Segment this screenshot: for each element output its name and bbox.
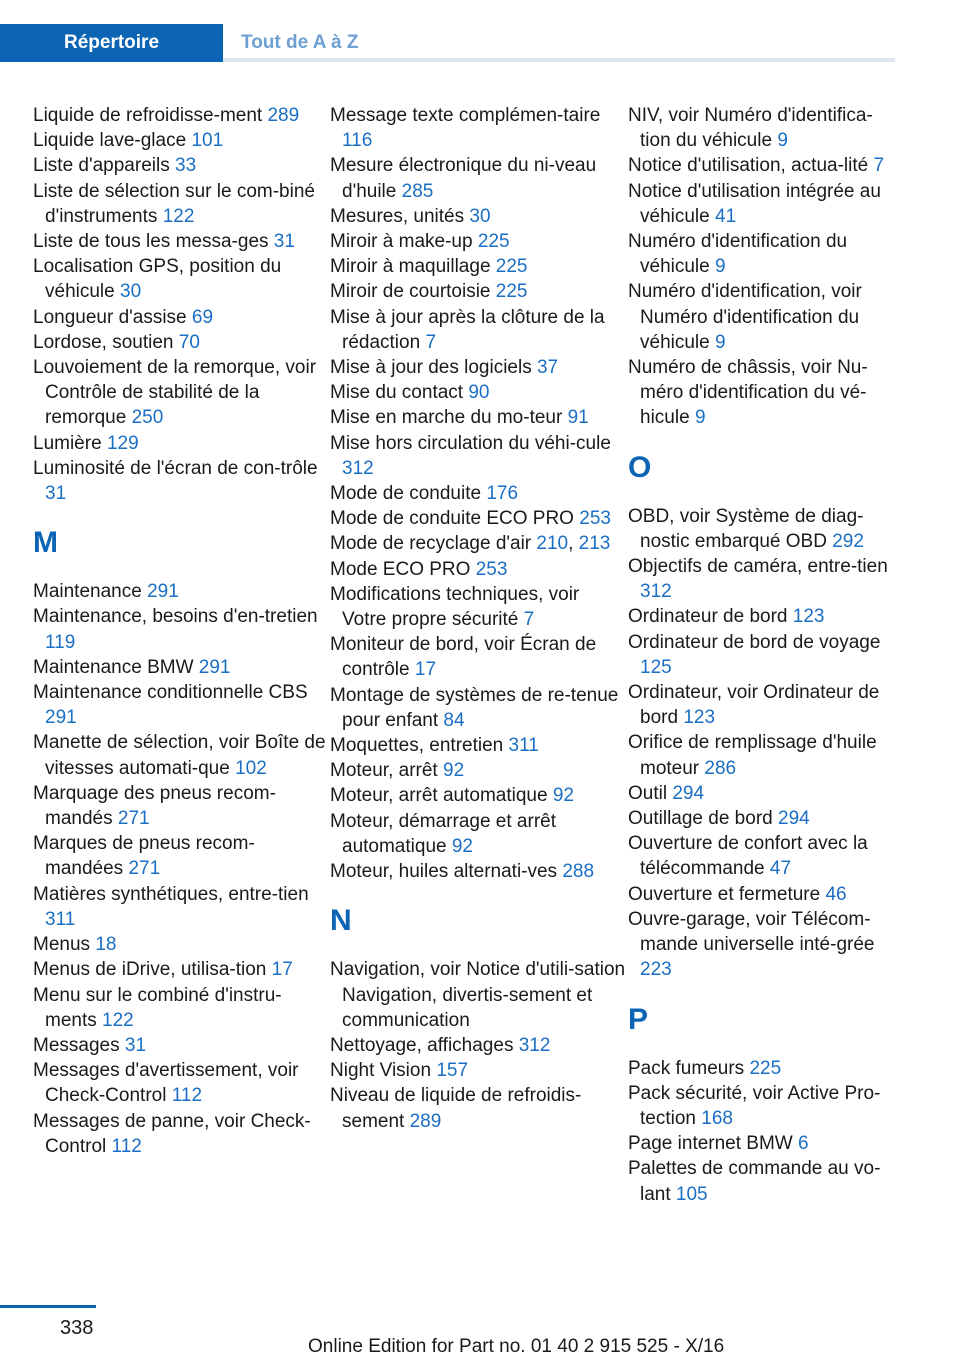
page-link[interactable]: 311 xyxy=(45,908,76,930)
page-link[interactable]: 70 xyxy=(178,331,200,353)
index-entry xyxy=(330,859,628,884)
index-entry-term: Orifice de remplissage d'huile moteur xyxy=(628,732,877,779)
index-entry xyxy=(33,431,330,456)
edition-note: Online Edition for Part no. 01 40 2 915 525 - X/16 xyxy=(308,1336,725,1357)
index-entry xyxy=(628,103,901,153)
index-entry-term: Manette de sélection, voir Boîte de vitesses automati-que xyxy=(33,732,326,779)
page-link[interactable]: 271 xyxy=(117,808,150,830)
section-letter: P xyxy=(628,1002,649,1036)
page-link[interactable]: 288 xyxy=(562,861,595,883)
page-link[interactable]: 312 xyxy=(342,457,374,479)
index-entry xyxy=(628,1081,901,1131)
index-entry-term: Mesure électronique du ni-veau d'huile xyxy=(330,155,597,202)
index-entry-term: Louvoiement de la remorque, voir Contrôle de stabilité de la remorque xyxy=(33,357,317,429)
index-entry xyxy=(33,254,330,304)
page-link[interactable]: 292 xyxy=(832,530,864,552)
tab-tout-de-a-a-z[interactable]: Tout de A à Z xyxy=(241,32,359,53)
index-entry xyxy=(330,582,628,632)
index-entry xyxy=(628,1156,901,1206)
index-entry xyxy=(33,153,330,178)
index-entry xyxy=(33,330,330,355)
index-entry-term: Numéro de châssis, voir Nu-méro d'identification du vé-hicule xyxy=(628,357,868,429)
index-entry-term: Menu sur le combiné d'instru-ments xyxy=(33,984,282,1031)
index-entry-term: Maintenance BMW xyxy=(33,656,194,678)
index-entry-term: Miroir de courtoisie xyxy=(330,281,491,303)
index-entry xyxy=(628,504,901,554)
index-entry-term: Liquide lave-glace xyxy=(33,130,187,152)
page-link[interactable]: 294 xyxy=(778,808,810,830)
index-entry xyxy=(330,1083,628,1133)
page-link[interactable]: 112 xyxy=(111,1135,142,1157)
page-link[interactable]: 157 xyxy=(436,1060,469,1082)
index-entry-term: Liquide de refroidisse-ment xyxy=(33,105,263,126)
page-link[interactable]: 9 xyxy=(715,331,726,353)
page-link[interactable]: 225 xyxy=(495,256,528,278)
index-entry xyxy=(330,355,628,380)
page-link[interactable]: 90 xyxy=(468,382,490,404)
index-entry xyxy=(33,355,330,431)
index-entry-term: Maintenance, besoins d'en-tretien xyxy=(33,606,318,628)
index-column-1 xyxy=(33,103,330,1207)
page-link[interactable]: 291 xyxy=(45,707,77,729)
index-entry xyxy=(330,279,628,304)
page-link[interactable]: 92 xyxy=(451,835,473,857)
page-link[interactable]: 31 xyxy=(273,231,295,253)
index-entry-term: Moteur, arrêt xyxy=(330,760,438,782)
index-entry xyxy=(330,783,628,808)
index-entry xyxy=(330,557,628,582)
index-entry xyxy=(33,957,330,982)
index-entry xyxy=(33,655,330,680)
page-link[interactable]: 84 xyxy=(443,709,465,731)
page-link[interactable]: 125 xyxy=(640,656,672,678)
page-link[interactable]: 101 xyxy=(191,130,224,152)
index-entry-term: Ordinateur de bord de voyage xyxy=(628,631,881,653)
index-entry-term: Palettes de commande au vo-lant xyxy=(628,1158,881,1205)
index-entry-term: Mise du contact xyxy=(330,382,464,404)
page-link[interactable]: 312 xyxy=(518,1034,551,1056)
index-entry-term: Longueur d'assise xyxy=(33,306,187,328)
index-entry-term: Niveau de liquide de refroidis-sement xyxy=(330,1085,582,1132)
page-link[interactable]: 30 xyxy=(469,205,491,227)
page-link[interactable]: 92 xyxy=(443,760,465,782)
page-link[interactable]: 168 xyxy=(701,1107,733,1129)
index-entry-term: Mise à jour des logiciels xyxy=(330,357,532,379)
page-link[interactable]: 31 xyxy=(45,483,67,505)
index-entry xyxy=(628,229,901,279)
footer-rule xyxy=(0,1305,96,1308)
index-entry xyxy=(33,983,330,1033)
index-entry-term: Menus xyxy=(33,934,91,956)
section-letter: O xyxy=(628,450,652,484)
page-link[interactable]: 30 xyxy=(120,281,142,303)
index-column-3 xyxy=(628,103,901,1207)
index-entry xyxy=(33,604,330,654)
index-entry-term: Modifications techniques, voir Votre propre sécurité xyxy=(330,583,580,631)
index-entry xyxy=(330,506,628,531)
section-letter: M xyxy=(33,526,58,560)
page-link[interactable]: 210 xyxy=(536,533,569,555)
index-entry xyxy=(330,957,628,1033)
index-entry xyxy=(628,1131,901,1156)
index-entry xyxy=(330,733,628,758)
page-link[interactable]: 123 xyxy=(683,707,716,729)
page-link[interactable]: 123 xyxy=(792,606,825,628)
index-entry xyxy=(33,128,330,153)
index-entry xyxy=(330,305,628,355)
index-entry xyxy=(330,758,628,783)
index-entry-term: Menus de iDrive, utilisa-tion xyxy=(33,959,267,981)
index-entry xyxy=(33,1109,330,1159)
page-link[interactable]: 92 xyxy=(552,785,574,807)
page-link[interactable]: 112 xyxy=(171,1085,203,1107)
index-entry xyxy=(628,355,901,431)
index-entry-term: Maintenance xyxy=(33,581,142,603)
page-link[interactable]: 9 xyxy=(715,256,726,278)
index-entry xyxy=(33,781,330,831)
index-entry xyxy=(33,1058,330,1108)
index-columns xyxy=(33,103,901,1207)
index-entry-term: Matières synthétiques, entre-tien xyxy=(33,883,309,905)
index-entry-term: Messages xyxy=(33,1034,120,1056)
page-link[interactable]: 17 xyxy=(271,959,293,981)
index-entry xyxy=(33,305,330,330)
page-link[interactable]: 312 xyxy=(640,581,672,603)
index-entry-term: NIV, voir Numéro d'identifica-tion du véhicule xyxy=(628,105,873,152)
index-entry xyxy=(33,882,330,932)
index-entry xyxy=(330,405,628,430)
page-link[interactable]: 6 xyxy=(798,1133,809,1155)
index-entry-term: Messages d'avertissement, voir Check-Control xyxy=(33,1060,299,1107)
index-entry xyxy=(330,229,628,254)
index-entry-term: Mode de conduite xyxy=(330,483,482,505)
index-entry xyxy=(330,103,628,153)
index-entry-term: Moteur, arrêt automatique xyxy=(330,785,548,807)
page-link[interactable]: 105 xyxy=(675,1183,708,1205)
page-link[interactable]: 7 xyxy=(425,331,437,353)
index-entry xyxy=(628,279,901,355)
index-entry xyxy=(33,932,330,957)
index-entry-term: Liste de tous les messa-ges xyxy=(33,231,269,253)
index-entry xyxy=(33,1033,330,1058)
index-entry xyxy=(330,1033,628,1058)
page-link[interactable]: 291 xyxy=(147,581,179,603)
index-entry-term: Lordose, soutien xyxy=(33,331,174,353)
index-entry xyxy=(628,907,901,983)
index-entry xyxy=(628,554,901,604)
page-link[interactable]: 223 xyxy=(640,959,672,981)
index-entry xyxy=(33,680,330,730)
index-entry xyxy=(330,809,628,859)
page-link[interactable]: 119 xyxy=(45,631,76,653)
page-link[interactable]: 253 xyxy=(475,558,508,580)
index-entry-term: Objectifs de caméra, entre-tien xyxy=(628,556,888,578)
index-entry-term: Notice d'utilisation, actua-lité xyxy=(628,155,869,177)
page-link[interactable]: 33 xyxy=(175,155,197,177)
index-entry-term: Numéro d'identification, voir Numéro d'identification du véhicule xyxy=(628,281,862,353)
index-entry-term: Mise hors circulation du véhi-cule xyxy=(330,432,611,454)
page-link[interactable]: 7 xyxy=(873,155,885,177)
page-link[interactable]: 7 xyxy=(523,609,535,631)
index-entry-term: Message texte complémen-taire xyxy=(330,105,601,126)
index-entry xyxy=(33,229,330,254)
index-entry-term: Ouvre-garage, voir Télécom-mande universelle inté-grée xyxy=(628,908,875,956)
index-entry-term: Luminosité de l'écran de con-trôle xyxy=(33,457,318,479)
page-link[interactable]: 253 xyxy=(579,508,611,530)
index-column-2 xyxy=(330,103,628,1207)
index-entry xyxy=(628,730,901,780)
index-entry-term: Marquage des pneus recom-mandés xyxy=(33,782,276,830)
page-link[interactable]: 102 xyxy=(235,757,267,779)
index-entry xyxy=(628,179,901,229)
index-entry xyxy=(330,481,628,506)
page-link[interactable]: 291 xyxy=(198,656,231,678)
page-link[interactable]: 225 xyxy=(477,231,510,253)
index-entry xyxy=(330,380,628,405)
section-letter: N xyxy=(330,904,352,938)
index-entry xyxy=(330,632,628,682)
index-entry-term: Outil xyxy=(628,782,668,804)
index-entry-term: Ordinateur, voir Ordinateur de bord xyxy=(628,682,880,729)
index-entry-term: Marques de pneus recom-mandées xyxy=(33,833,255,880)
index-entry-term: Navigation, voir Notice d'utili-sation Navigation, divertis-sement et communication xyxy=(330,959,626,1031)
page-link[interactable]: 116 xyxy=(342,130,373,152)
index-entry-term: Nettoyage, affichages xyxy=(330,1034,514,1056)
index-entry-term: Miroir à maquillage xyxy=(330,256,491,278)
index-entry xyxy=(628,1056,901,1081)
index-entry-term: Localisation GPS, position du véhicule xyxy=(33,256,282,303)
index-entry-term: Moquettes, entretien xyxy=(330,735,504,757)
page-link[interactable]: 225 xyxy=(495,281,528,303)
index-entry xyxy=(33,831,330,881)
index-entry-term: OBD, voir Système de diag-nostic embarqué OBD xyxy=(628,505,864,552)
index-entry xyxy=(330,204,628,229)
index-entry-term: Moniteur de bord, voir Écran de contrôle xyxy=(330,634,597,681)
index-entry xyxy=(330,254,628,279)
page-link[interactable]: 285 xyxy=(401,180,434,202)
index-entry-term: Mode de recyclage d'air xyxy=(330,533,532,555)
index-entry-term: Moteur, démarrage et arrêt automatique xyxy=(330,810,556,857)
page-link[interactable]: 250 xyxy=(131,407,164,429)
index-entry-term: Pack sécurité, voir Active Pro-tection xyxy=(628,1082,881,1129)
index-entry-term: Maintenance conditionnelle CBS xyxy=(33,682,308,704)
index-entry-term: Mesures, unités xyxy=(330,205,465,227)
page-link[interactable]: 31 xyxy=(124,1034,147,1056)
index-entry xyxy=(628,630,901,680)
page-link[interactable]: 286 xyxy=(704,757,737,779)
page-number: 338 xyxy=(60,1317,94,1339)
index-entry-term: Page internet BMW xyxy=(628,1133,793,1155)
index-entry xyxy=(33,456,330,506)
index-entry xyxy=(330,683,628,733)
index-entry xyxy=(33,179,330,229)
index-entry-term: Pack fumeurs xyxy=(628,1057,745,1079)
index-entry xyxy=(33,579,330,604)
index-entry xyxy=(628,680,901,730)
page-link[interactable]: 271 xyxy=(128,858,161,880)
index-entry-term: Liste de sélection sur le com-biné d'instruments xyxy=(33,180,315,227)
index-entry-term: Ouverture de confort avec la télécommande xyxy=(628,833,868,880)
index-entry xyxy=(330,153,628,203)
index-entry: Mode de recyclage d'air 210, 213 xyxy=(330,533,611,555)
index-entry xyxy=(33,730,330,780)
index-entry-term: Mise en marche du mo-teur xyxy=(330,407,563,429)
page-link[interactable]: 47 xyxy=(769,858,792,880)
tab-repertoire[interactable]: Répertoire xyxy=(0,24,223,62)
index-entry xyxy=(628,604,901,629)
page-link[interactable]: 69 xyxy=(191,306,214,328)
page-link[interactable]: 9 xyxy=(694,407,706,429)
page-link[interactable]: 18 xyxy=(95,934,117,956)
index-entry-term: Mode ECO PRO xyxy=(330,558,471,580)
index-entry-term: Miroir à make-up xyxy=(330,231,473,253)
index-entry-term: Moteur, huiles alternati-ves xyxy=(330,861,558,883)
page-link[interactable]: 294 xyxy=(672,782,705,804)
index-entry xyxy=(628,806,901,831)
page-link[interactable]: 37 xyxy=(536,357,559,379)
index-entry xyxy=(628,781,901,806)
page-link[interactable]: 129 xyxy=(106,432,139,454)
page-link[interactable]: 9 xyxy=(777,130,788,152)
index-entry-term: Mise à jour après la clôture de la rédaction xyxy=(330,306,605,353)
index-entry-term: Outillage de bord xyxy=(628,808,773,830)
page-link[interactable]: 289 xyxy=(267,105,300,126)
page-link[interactable]: 46 xyxy=(825,883,847,905)
page-link[interactable]: 17 xyxy=(414,659,437,681)
index-entry-term: Ordinateur de bord xyxy=(628,606,788,628)
index-entry xyxy=(33,103,330,128)
index-entry-term: Lumière xyxy=(33,432,102,454)
index-entry xyxy=(330,1058,628,1083)
index-entry-term: Numéro d'identification du véhicule xyxy=(628,231,848,278)
index-entry-term: Liste d'appareils xyxy=(33,155,170,177)
page-link[interactable]: 41 xyxy=(715,205,737,227)
index-entry xyxy=(628,153,901,178)
index-entry-term: Montage de systèmes de re-tenue pour enfant xyxy=(330,684,619,731)
page-link[interactable]: 225 xyxy=(749,1057,782,1079)
page-link[interactable]: 122 xyxy=(162,205,195,227)
index-entry-term: Night Vision xyxy=(330,1060,432,1082)
index-entry xyxy=(628,831,901,881)
page-link[interactable]: 91 xyxy=(567,407,589,429)
page-link[interactable]: 122 xyxy=(102,1009,134,1031)
index-entry-term: Ouverture et fermeture xyxy=(628,883,821,905)
index-entry-term: Mode de conduite ECO PRO xyxy=(330,508,574,530)
index-entry-term: Messages de panne, voir Check-Control xyxy=(33,1110,311,1157)
index-entry xyxy=(628,882,901,907)
page-link[interactable]: 176 xyxy=(486,483,519,505)
index-entry-term: Notice d'utilisation intégrée au véhicule xyxy=(628,180,881,227)
page-link[interactable]: 213 xyxy=(578,533,611,555)
page-link[interactable]: 311 xyxy=(508,735,539,757)
page-link[interactable]: 289 xyxy=(409,1110,442,1132)
index-entry xyxy=(330,431,628,481)
